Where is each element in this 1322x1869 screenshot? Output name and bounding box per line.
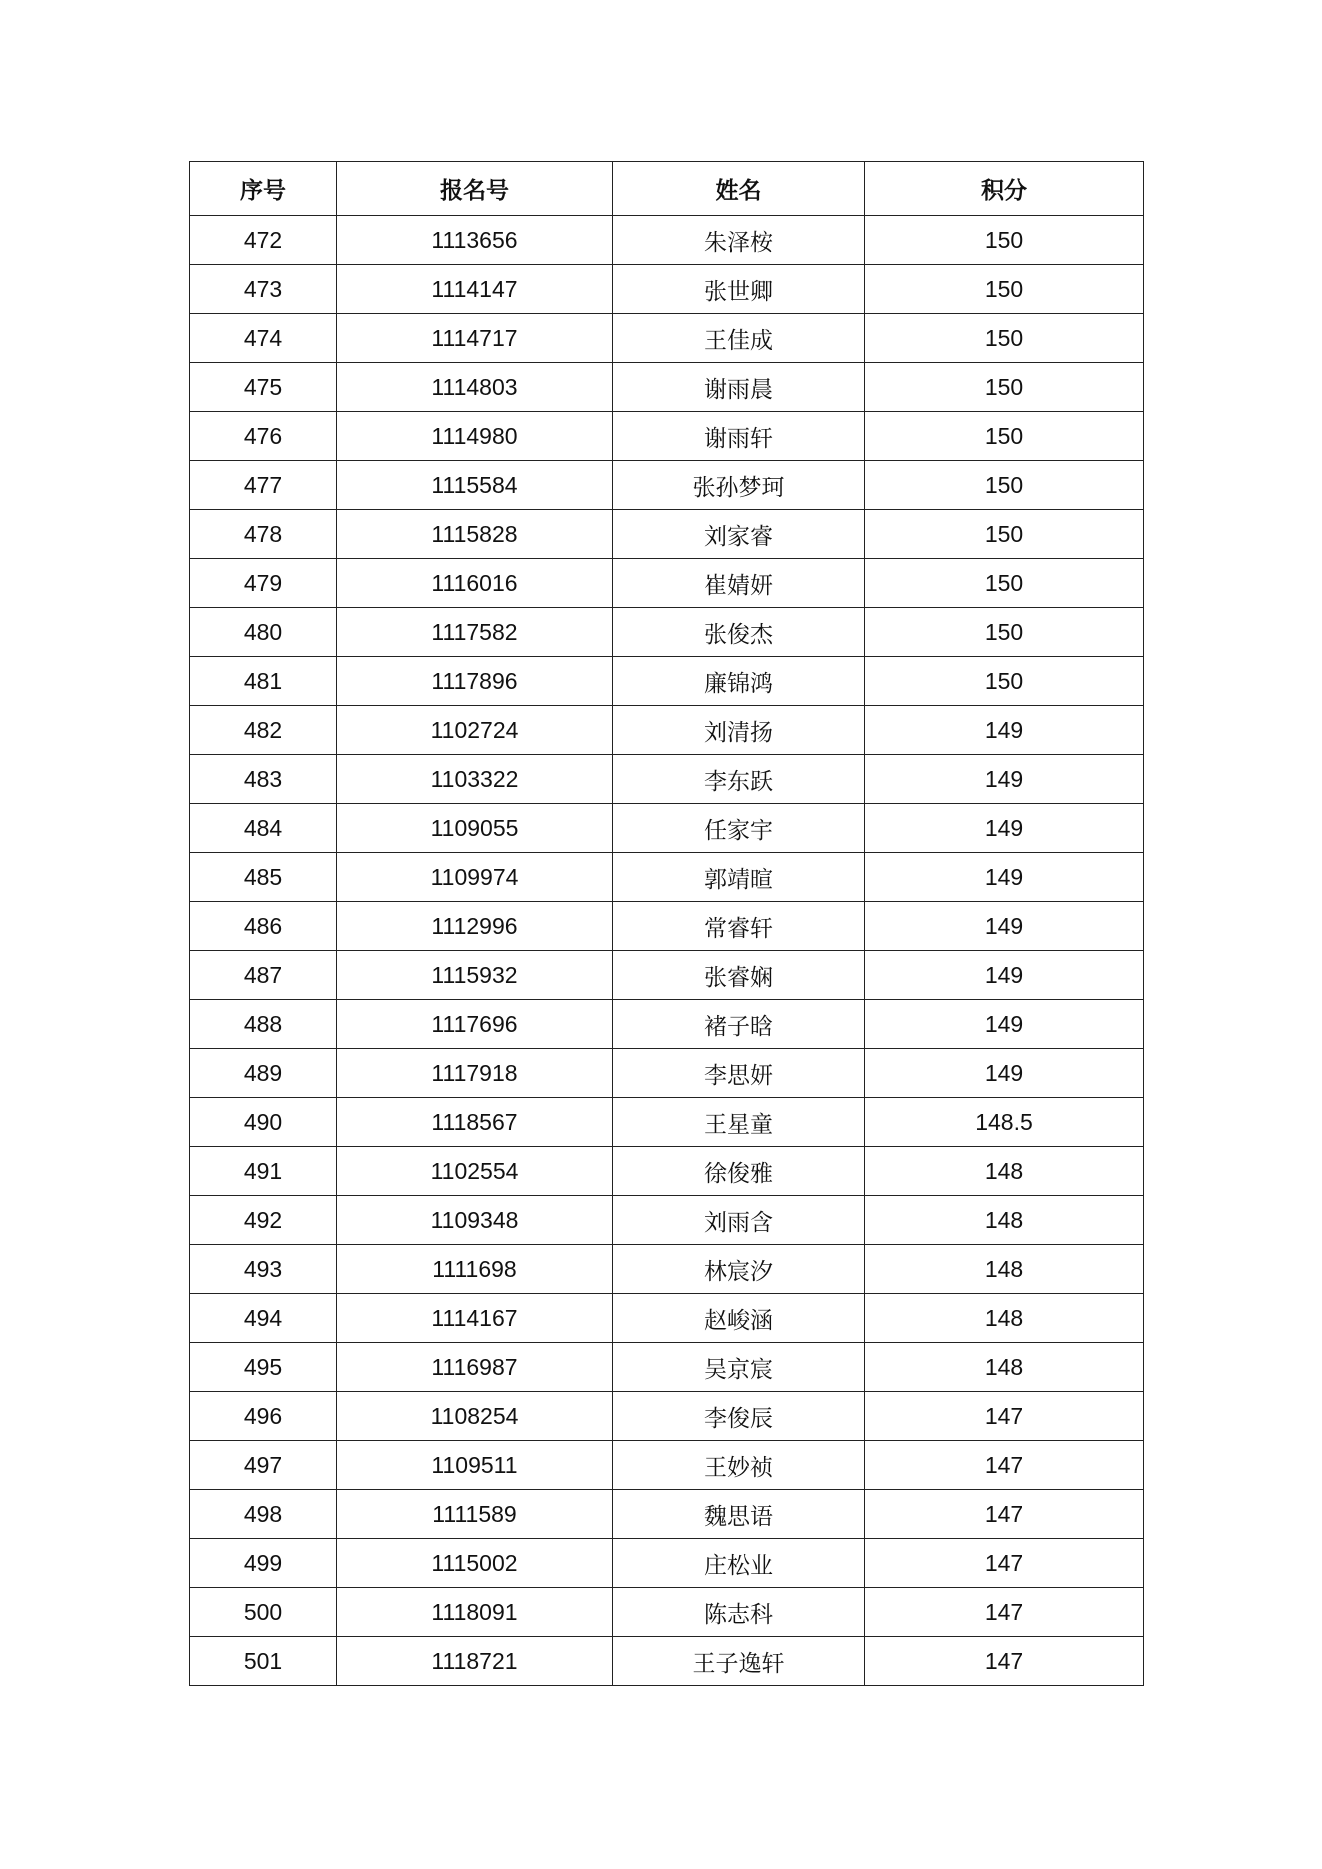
cell-score: 150 — [865, 461, 1144, 510]
cell-score: 149 — [865, 1000, 1144, 1049]
table-row — [190, 1049, 1144, 1098]
cell-score: 150 — [865, 314, 1144, 363]
table-row — [190, 1490, 1144, 1539]
table-row — [190, 412, 1144, 461]
table-row — [190, 1098, 1144, 1147]
cell-score: 149 — [865, 902, 1144, 951]
cell-serial-number: 473 — [190, 265, 337, 314]
cell-registration-number: 1117918 — [337, 1049, 613, 1098]
cell-serial-number: 494 — [190, 1294, 337, 1343]
cell-score: 148 — [865, 1147, 1144, 1196]
cell-score: 148 — [865, 1343, 1144, 1392]
cell-name: 王佳成 — [613, 314, 865, 363]
cell-serial-number: 501 — [190, 1637, 337, 1686]
cell-score: 149 — [865, 804, 1144, 853]
cell-score: 150 — [865, 559, 1144, 608]
cell-name: 徐俊雅 — [613, 1147, 865, 1196]
cell-registration-number: 1111589 — [337, 1490, 613, 1539]
cell-registration-number: 1109511 — [337, 1441, 613, 1490]
cell-serial-number: 478 — [190, 510, 337, 559]
table-row — [190, 1588, 1144, 1637]
cell-serial-number: 474 — [190, 314, 337, 363]
cell-name: 刘雨含 — [613, 1196, 865, 1245]
cell-serial-number: 472 — [190, 216, 337, 265]
table-row — [190, 1343, 1144, 1392]
table-row — [190, 608, 1144, 657]
cell-score: 149 — [865, 951, 1144, 1000]
table-row — [190, 216, 1144, 265]
cell-registration-number: 1117582 — [337, 608, 613, 657]
cell-score: 147 — [865, 1441, 1144, 1490]
cell-serial-number: 499 — [190, 1539, 337, 1588]
header-registration-number: 报名号 — [337, 162, 613, 216]
table-row — [190, 657, 1144, 706]
cell-registration-number: 1118721 — [337, 1637, 613, 1686]
cell-name: 王子逸轩 — [613, 1637, 865, 1686]
table-row — [190, 510, 1144, 559]
table-row — [190, 853, 1144, 902]
table-row — [190, 1637, 1144, 1686]
table-row — [190, 951, 1144, 1000]
table-row — [190, 755, 1144, 804]
cell-serial-number: 495 — [190, 1343, 337, 1392]
cell-serial-number: 481 — [190, 657, 337, 706]
cell-registration-number: 1109348 — [337, 1196, 613, 1245]
cell-score: 147 — [865, 1392, 1144, 1441]
cell-score: 150 — [865, 608, 1144, 657]
cell-registration-number: 1117896 — [337, 657, 613, 706]
cell-name: 张睿娴 — [613, 951, 865, 1000]
cell-serial-number: 491 — [190, 1147, 337, 1196]
cell-score: 150 — [865, 216, 1144, 265]
cell-serial-number: 484 — [190, 804, 337, 853]
table-row — [190, 1147, 1144, 1196]
table-header — [190, 162, 1144, 216]
cell-score: 150 — [865, 510, 1144, 559]
cell-registration-number: 1114717 — [337, 314, 613, 363]
cell-score: 149 — [865, 1049, 1144, 1098]
table-row — [190, 1392, 1144, 1441]
table-row — [190, 559, 1144, 608]
cell-name: 任家宇 — [613, 804, 865, 853]
table-row — [190, 1441, 1144, 1490]
cell-registration-number: 1109055 — [337, 804, 613, 853]
table-row — [190, 1294, 1144, 1343]
cell-name: 常睿轩 — [613, 902, 865, 951]
cell-serial-number: 486 — [190, 902, 337, 951]
cell-serial-number: 498 — [190, 1490, 337, 1539]
cell-name: 朱泽桉 — [613, 216, 865, 265]
cell-registration-number: 1111698 — [337, 1245, 613, 1294]
table-row — [190, 363, 1144, 412]
cell-name: 刘家睿 — [613, 510, 865, 559]
cell-score: 150 — [865, 363, 1144, 412]
cell-registration-number: 1114980 — [337, 412, 613, 461]
table-row — [190, 706, 1144, 755]
cell-name: 李思妍 — [613, 1049, 865, 1098]
table-row — [190, 461, 1144, 510]
cell-serial-number: 488 — [190, 1000, 337, 1049]
cell-name: 廉锦鸿 — [613, 657, 865, 706]
cell-name: 崔婧妍 — [613, 559, 865, 608]
cell-score: 149 — [865, 706, 1144, 755]
cell-registration-number: 1103322 — [337, 755, 613, 804]
cell-serial-number: 475 — [190, 363, 337, 412]
cell-registration-number: 1117696 — [337, 1000, 613, 1049]
cell-name: 李东跃 — [613, 755, 865, 804]
cell-registration-number: 1116987 — [337, 1343, 613, 1392]
cell-name: 张俊杰 — [613, 608, 865, 657]
cell-score: 148.5 — [865, 1098, 1144, 1147]
cell-name: 张孙梦珂 — [613, 461, 865, 510]
cell-registration-number: 1112996 — [337, 902, 613, 951]
cell-name: 吴京宸 — [613, 1343, 865, 1392]
cell-name: 褚子晗 — [613, 1000, 865, 1049]
cell-name: 王妙祯 — [613, 1441, 865, 1490]
table-row — [190, 314, 1144, 363]
cell-registration-number: 1114147 — [337, 265, 613, 314]
table-row — [190, 1539, 1144, 1588]
cell-name: 谢雨晨 — [613, 363, 865, 412]
cell-serial-number: 490 — [190, 1098, 337, 1147]
cell-registration-number: 1114803 — [337, 363, 613, 412]
header-row — [190, 162, 1144, 216]
cell-score: 149 — [865, 853, 1144, 902]
cell-serial-number: 492 — [190, 1196, 337, 1245]
cell-serial-number: 482 — [190, 706, 337, 755]
cell-serial-number: 476 — [190, 412, 337, 461]
cell-registration-number: 1114167 — [337, 1294, 613, 1343]
cell-registration-number: 1108254 — [337, 1392, 613, 1441]
cell-name: 王星童 — [613, 1098, 865, 1147]
cell-name: 林宸汐 — [613, 1245, 865, 1294]
cell-registration-number: 1115584 — [337, 461, 613, 510]
cell-score: 150 — [865, 412, 1144, 461]
cell-registration-number: 1102724 — [337, 706, 613, 755]
table-row — [190, 1196, 1144, 1245]
cell-registration-number: 1102554 — [337, 1147, 613, 1196]
header-score: 积分 — [865, 162, 1144, 216]
cell-score: 148 — [865, 1245, 1144, 1294]
cell-registration-number: 1109974 — [337, 853, 613, 902]
cell-name: 谢雨轩 — [613, 412, 865, 461]
table-row — [190, 804, 1144, 853]
cell-serial-number: 497 — [190, 1441, 337, 1490]
cell-name: 庄松业 — [613, 1539, 865, 1588]
cell-score: 150 — [865, 657, 1144, 706]
cell-registration-number: 1115828 — [337, 510, 613, 559]
cell-name: 赵峻涵 — [613, 1294, 865, 1343]
table-row — [190, 1000, 1144, 1049]
table-body — [190, 216, 1144, 1686]
score-table — [189, 161, 1144, 1686]
cell-serial-number: 489 — [190, 1049, 337, 1098]
cell-name: 陈志科 — [613, 1588, 865, 1637]
table-row — [190, 265, 1144, 314]
cell-serial-number: 477 — [190, 461, 337, 510]
cell-name: 刘清扬 — [613, 706, 865, 755]
cell-score: 147 — [865, 1637, 1144, 1686]
table-row — [190, 902, 1144, 951]
cell-registration-number: 1113656 — [337, 216, 613, 265]
cell-registration-number: 1115002 — [337, 1539, 613, 1588]
header-serial-number: 序号 — [190, 162, 337, 216]
cell-serial-number: 493 — [190, 1245, 337, 1294]
table-row — [190, 1245, 1144, 1294]
cell-registration-number: 1115932 — [337, 951, 613, 1000]
cell-name: 张世卿 — [613, 265, 865, 314]
cell-score: 148 — [865, 1196, 1144, 1245]
cell-serial-number: 500 — [190, 1588, 337, 1637]
cell-serial-number: 483 — [190, 755, 337, 804]
cell-score: 147 — [865, 1539, 1144, 1588]
cell-score: 149 — [865, 755, 1144, 804]
cell-score: 147 — [865, 1588, 1144, 1637]
cell-score: 147 — [865, 1490, 1144, 1539]
header-name: 姓名 — [613, 162, 865, 216]
cell-serial-number: 479 — [190, 559, 337, 608]
cell-registration-number: 1118567 — [337, 1098, 613, 1147]
cell-score: 150 — [865, 265, 1144, 314]
cell-name: 李俊辰 — [613, 1392, 865, 1441]
cell-registration-number: 1116016 — [337, 559, 613, 608]
cell-name: 郭靖暄 — [613, 853, 865, 902]
cell-serial-number: 485 — [190, 853, 337, 902]
cell-serial-number: 487 — [190, 951, 337, 1000]
cell-score: 148 — [865, 1294, 1144, 1343]
cell-serial-number: 480 — [190, 608, 337, 657]
cell-name: 魏思语 — [613, 1490, 865, 1539]
cell-serial-number: 496 — [190, 1392, 337, 1441]
cell-registration-number: 1118091 — [337, 1588, 613, 1637]
